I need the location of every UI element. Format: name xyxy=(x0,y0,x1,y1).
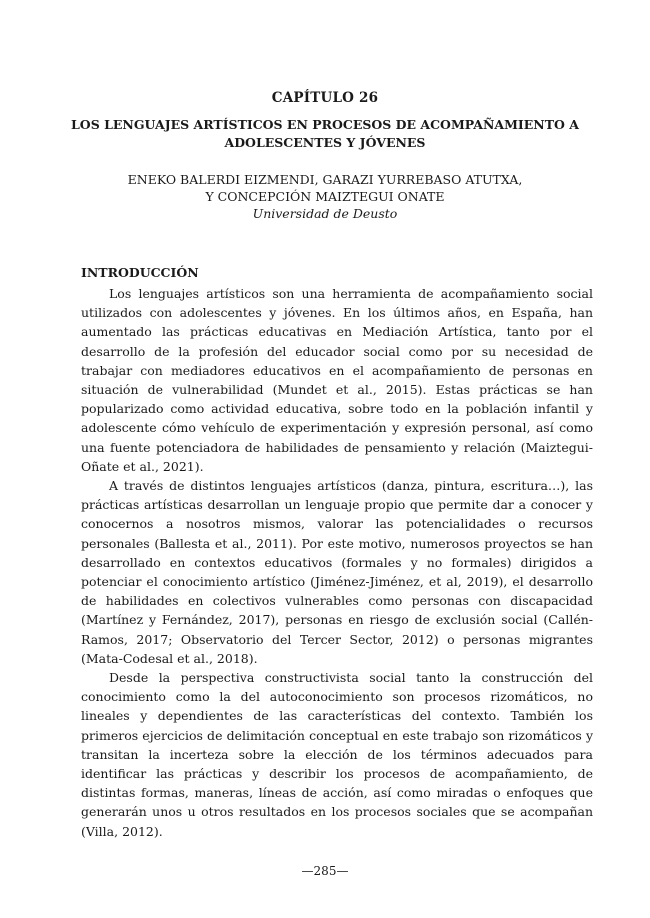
affiliation: Universidad de Deusto xyxy=(252,206,398,221)
chapter-title-line-1: LOS LENGUAJES ARTÍSTICOS EN PROCESOS DE ACOMPAÑAMIENTO A xyxy=(71,117,579,132)
section-heading: INTRODUCCIÓN xyxy=(81,265,199,280)
chapter-label: CAPÍTULO 26 xyxy=(271,90,379,106)
chapter-title xyxy=(60,116,590,152)
paragraph-1: Los lenguajes artísticos son una herramienta de acompañamiento social utilizados con adolescentes y jóvenes. En los últimos años, en España, han aumentado las prácticas educativas en Mediación Artística, tanto por el desarrollo de la profesión del educador social como por su necesidad de trabajar con mediadores educativos en el acompañamiento de personas en situación de vulnerabilidad (Mundet et al., 2015). Estas prácticas se han popularizado como actividad educativa, sobre todo en la población infantil y adolescente cómo vehículo de experimentación y expresión personal, así como una fuente potenciadora de habilidades de pensamiento y relación (Maiztegui-Oñate et al., 2021). xyxy=(81,286,593,474)
authors-line-1: ENEKO BALERDI EIZMENDI, GARAZI YURREBASO ATUTXA, xyxy=(127,172,523,187)
paragraph-3: Desde la perspectiva constructivista social tanto la construcción del conocimiento como la del autoconocimiento son procesos rizomáticos, no lineales y dependientes de las características del contexto. También los primeros ejercicios de delimitación conceptual en este trabajo son rizomáticos y transitan la incerteza sobre la elección de los términos adecuados para identificar las prácticas y describir los procesos de acompañamiento, de distintas formas, maneras, líneas de acción, así como miradas o enfoques que generarán unos u otros resultados en los procesos sociales que se acompañan (Villa, 2012). xyxy=(81,670,593,839)
chapter-title-line-2: ADOLESCENTES Y JÓVENES xyxy=(224,135,426,150)
paragraph-2: A través de distintos lenguajes artísticos (danza, pintura, escritura…), las prácticas artísticas desarrollan un lenguaje propio que permite dar a conocer y conocernos a nosotros mismos, valorar las potencialidades o recursos personales (Ballesta et al., 2011). Por este motivo, numerosos proyectos se han desarrollado en contextos educativos (formales y no formales) dirigidos a potenciar el conocimiento artístico (Jiménez-Jiménez, et al, 2019), el desarrollo de habilidades en colectivos vulnerables como personas con discapacidad (Martínez y Fernández, 2017), personas en riesgo de exclusión social (Callén-Ramos, 2017; Observatorio del Tercer Sector, 2012) o personas migrantes (Mata-Codesal et al., 2018). xyxy=(81,478,593,666)
body-text xyxy=(81,284,593,841)
authors-line-2: Y CONCEPCIÓN MAIZTEGUI ONATE xyxy=(205,189,445,204)
page-number: —285— xyxy=(301,864,349,878)
authors-block xyxy=(60,171,590,222)
